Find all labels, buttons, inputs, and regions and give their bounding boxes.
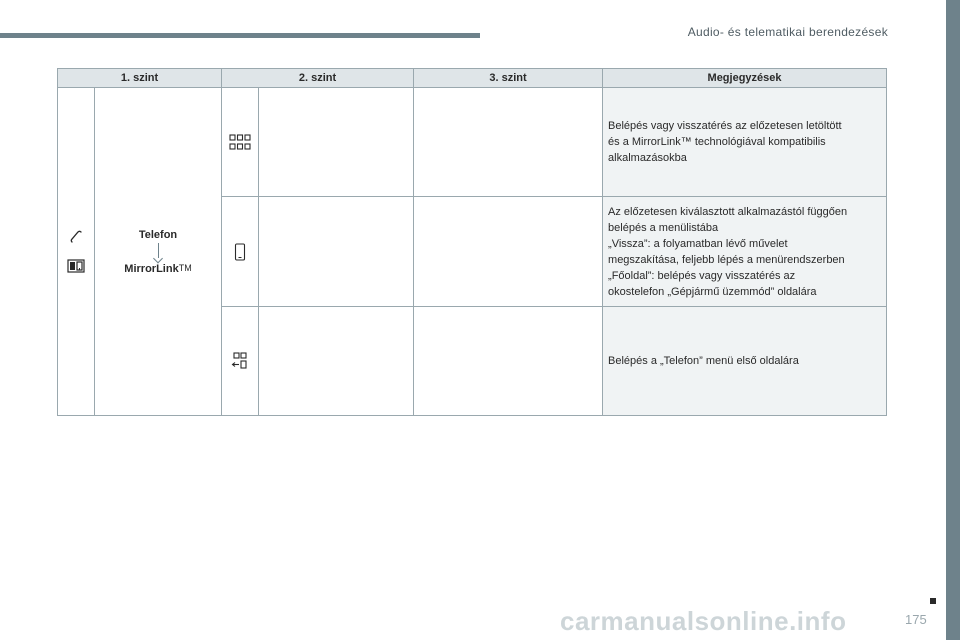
level3-empty-cell xyxy=(414,307,603,416)
level3-empty-cell xyxy=(414,88,603,197)
level2-icon-cell xyxy=(222,197,259,307)
level2-icon-cell xyxy=(222,307,259,416)
page-header-title: Audio- és telematikai berendezések xyxy=(687,25,888,39)
notes-cell xyxy=(603,197,887,307)
table-header-row xyxy=(58,69,887,88)
note-line: megszakítása, feljebb lépés a menürendszerben xyxy=(608,253,845,266)
note-line: „Főoldal”: belépés vagy visszatérés az xyxy=(608,269,796,282)
note-line: alkalmazásokba xyxy=(608,152,687,164)
level2-mirrorlink-label: MirrorLink xyxy=(124,262,179,275)
side-bar xyxy=(946,0,960,640)
home-back-icon xyxy=(230,355,250,367)
note-line: „Vissza”: a folyamatban lévő művelet xyxy=(608,237,788,250)
phone-outline-icon xyxy=(234,245,246,257)
note-line: Belépés vagy visszatérés az előzetesen letöltött xyxy=(608,120,842,132)
level2-telefon-label: Telefon xyxy=(138,228,178,241)
level2-icon-cell xyxy=(222,88,259,197)
level2-empty-cell xyxy=(259,197,414,307)
menu-level-table xyxy=(57,68,887,416)
page-number: 175 xyxy=(905,612,927,627)
trademark-mark: TM xyxy=(178,262,192,273)
watermark-text: carmanualsonline.info xyxy=(560,606,847,636)
level2-empty-cell xyxy=(259,88,414,197)
phone-handset-icon xyxy=(69,230,83,244)
table-row xyxy=(58,88,887,197)
note-line: belépés a menülistába xyxy=(608,221,719,234)
app-grid-icon xyxy=(229,136,251,148)
level1-icons-cell xyxy=(58,88,95,416)
column-header-level3: 3. szint xyxy=(414,69,603,88)
mirrorlink-phone-icon xyxy=(67,258,85,274)
notes-cell xyxy=(603,307,887,416)
level3-empty-cell xyxy=(414,197,603,307)
column-header-notes: Megjegyzések xyxy=(603,69,887,88)
column-header-level1: 1. szint xyxy=(58,69,222,88)
note-line: okostelefon „Gépjármű üzemmód” oldalára xyxy=(608,285,817,298)
column-header-level2: 2. szint xyxy=(222,69,414,88)
header-rule xyxy=(0,33,480,38)
arrow-down-icon xyxy=(95,241,221,263)
page-marker xyxy=(930,598,936,604)
note-line: Belépés a „Telefon” menü első oldalára xyxy=(608,355,799,367)
level2-empty-cell xyxy=(259,307,414,416)
note-line: és a MirrorLink™ technológiával kompatibilis xyxy=(608,136,826,148)
notes-cell xyxy=(603,88,887,197)
note-line: Az előzetesen kiválasztott alkalmazástól függően xyxy=(608,205,848,218)
level2-title-cell xyxy=(95,88,222,416)
